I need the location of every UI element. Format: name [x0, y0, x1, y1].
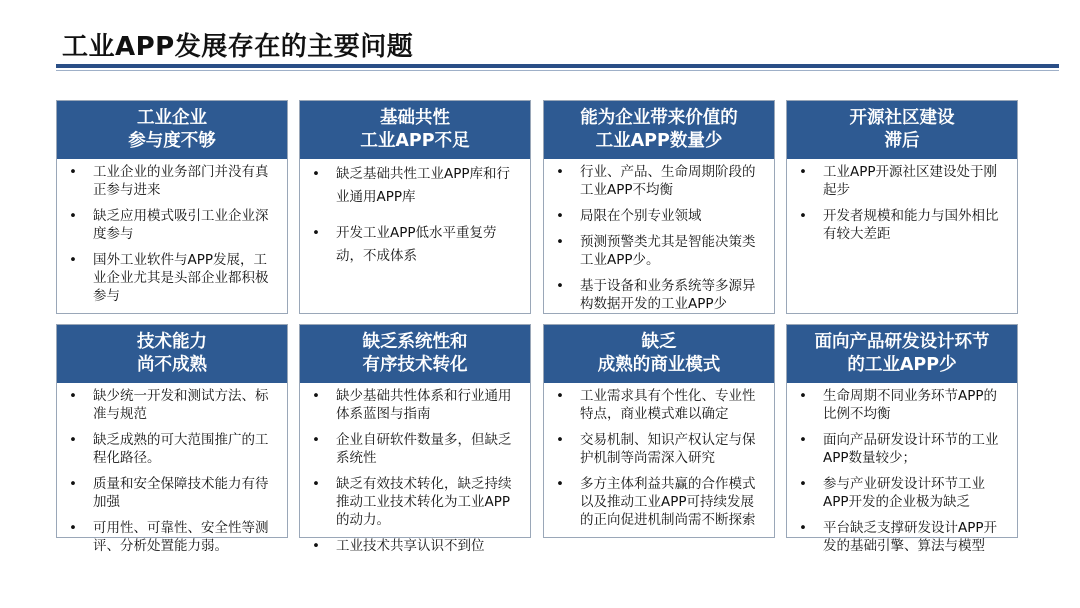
card-bullet-list	[544, 159, 774, 313]
card-bullet-list	[57, 383, 287, 555]
bullet-item: • 行业、产品、生命周期阶段的工业APP不均衡	[552, 163, 766, 199]
bullet-item: • 多方主体利益共赢的合作模式以及推动工业APP可持续发展的正向促进机制尚需不断探索	[552, 475, 766, 529]
card-header	[300, 325, 530, 383]
bullet-item: • 参与产业研发设计环节工业APP开发的企业极为缺乏	[795, 475, 1009, 511]
card-bullet-list	[300, 383, 530, 555]
card-technical-capability	[56, 324, 288, 554]
bullet-item: • 平台缺乏支撑研发设计APP开发的基础引擎、算法与模型	[795, 519, 1009, 555]
card-title-line: 工业APP数量少	[595, 131, 723, 151]
bullet-item: • 开发者规模和能力与国外相比有较大差距	[795, 207, 1009, 243]
card-title-line: 滞后	[884, 131, 920, 151]
bullet-item: • 缺少基础共性体系和行业通用体系蓝图与指南	[308, 387, 522, 423]
bullet-item: • 缺乏应用模式吸引工业企业深度参与	[65, 207, 279, 243]
card-title-line: 面向产品研发设计环节	[814, 332, 990, 352]
card-open-source-community	[786, 100, 1018, 314]
bullet-item: • 工业需求具有个性化、专业性特点，商业模式难以确定	[552, 387, 766, 423]
card-title-line: 能为企业带来价值的	[580, 108, 738, 128]
card-title-line: 开源社区建设	[849, 108, 955, 128]
card-header	[300, 101, 530, 159]
card-title-line: 工业企业	[137, 108, 207, 128]
card-title-line: 缺乏	[641, 332, 677, 352]
bullet-item: • 工业APP开源社区建设处于刚起步	[795, 163, 1009, 199]
card-bullet-list	[787, 383, 1017, 555]
bullet-item: • 可用性、可靠性、安全性等测评、分析处置能力弱。	[65, 519, 279, 555]
bullet-item: • 生命周期不同业务环节APP的比例不均衡	[795, 387, 1009, 423]
card-systematic-transfer	[299, 324, 531, 554]
bullet-item: • 局限在个别专业领域	[552, 207, 766, 225]
bullet-item: • 缺乏有效技术转化，缺乏持续推动工业技术转化为工业APP的动力。	[308, 475, 522, 529]
bullet-item: • 缺乏成熟的可大范围推广的工程化路径。	[65, 431, 279, 467]
bullet-item: • 开发工业APP低水平重复劳动，不成体系	[308, 222, 522, 268]
bullet-item: • 交易机制、知识产权认定与保护机制等尚需深入研究	[552, 431, 766, 467]
card-title-line: 尚不成熟	[137, 355, 207, 375]
bullet-item: • 工业技术共享认识不到位	[308, 537, 522, 555]
card-title-line: 有序技术转化	[362, 355, 468, 375]
card-title-line: 成熟的商业模式	[597, 355, 721, 375]
card-value-app-shortage	[543, 100, 775, 314]
card-title-line: 技术能力	[137, 332, 207, 352]
card-industry-participation	[56, 100, 288, 314]
card-header	[544, 325, 774, 383]
card-bullet-list	[544, 383, 774, 529]
card-bullet-list	[787, 159, 1017, 243]
bullet-item: • 国外工业软件与APP发展，工业企业尤其是头部企业都积极参与	[65, 251, 279, 305]
card-basic-app-shortage	[299, 100, 531, 314]
bullet-item: • 面向产品研发设计环节的工业APP数量较少；	[795, 431, 1009, 467]
card-header	[57, 325, 287, 383]
bullet-item: • 质量和安全保障技术能力有待加强	[65, 475, 279, 511]
bullet-item: • 预测预警类尤其是智能决策类工业APP少。	[552, 233, 766, 269]
bullet-item: • 工业企业的业务部门并没有真正参与进来	[65, 163, 279, 199]
card-title-line: 工业APP不足	[360, 131, 470, 151]
bullet-item: • 缺少统一开发和测试方法、标准与规范	[65, 387, 279, 423]
card-business-model	[543, 324, 775, 538]
title-divider-thin	[56, 70, 1059, 71]
card-header	[787, 101, 1017, 159]
card-header	[544, 101, 774, 159]
card-header	[57, 101, 287, 159]
card-title-line: 基础共性	[380, 108, 450, 128]
card-title-line: 参与度不够	[128, 131, 216, 151]
bullet-item: • 基于设备和业务系统等多源异构数据开发的工业APP少	[552, 277, 766, 313]
card-bullet-list	[300, 159, 530, 268]
card-title-line: 的工业APP少	[847, 355, 957, 375]
title-divider	[56, 64, 1059, 68]
bullet-item: • 缺乏基础共性工业APP库和行业通用APP库	[308, 163, 522, 209]
bullet-item: • 企业自研软件数量多，但缺乏系统性	[308, 431, 522, 467]
card-bullet-list	[57, 159, 287, 305]
card-design-app-shortage	[786, 324, 1018, 554]
card-header	[787, 325, 1017, 383]
card-title-line: 缺乏系统性和	[362, 332, 468, 352]
page-title: 工业APP发展存在的主要问题	[62, 32, 414, 62]
